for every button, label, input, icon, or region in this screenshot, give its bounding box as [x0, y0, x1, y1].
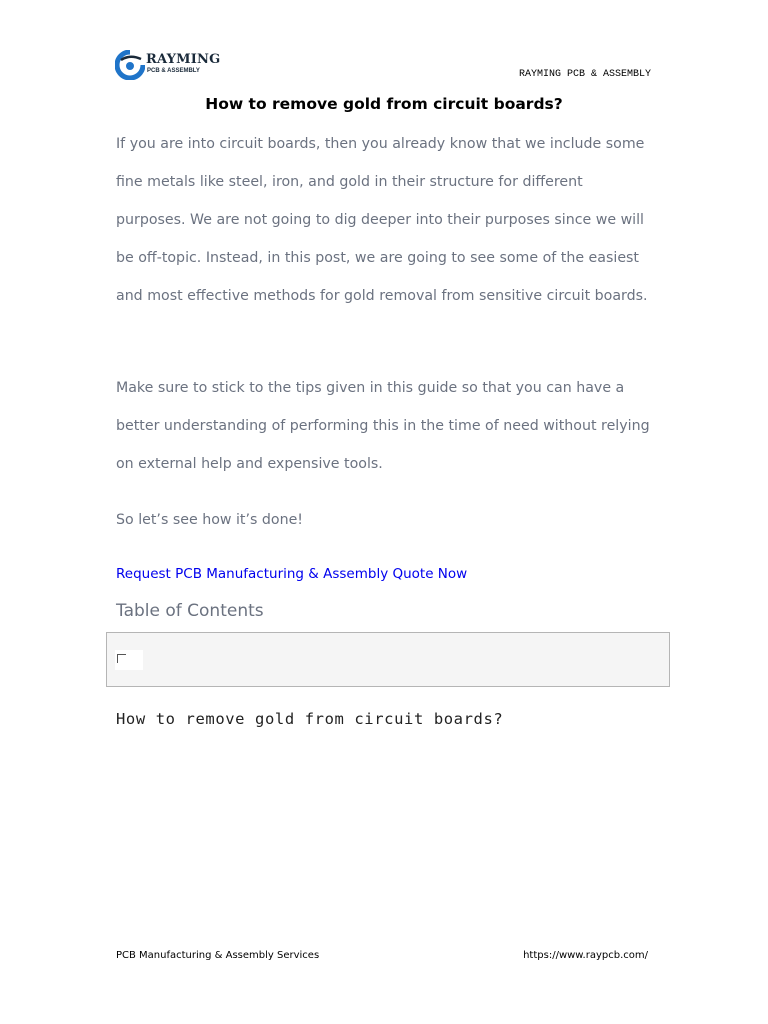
toc-toggle-icon — [117, 654, 126, 663]
footer-services: PCB Manufacturing & Assembly Services — [116, 950, 320, 961]
document-title: How to remove gold from circuit boards? — [205, 95, 563, 113]
logo-name: RAYMING — [146, 52, 221, 67]
footer-url-link[interactable]: https://www.raypcb.com/ — [523, 950, 648, 961]
request-quote-link[interactable]: Request PCB Manufacturing & Assembly Quote Now — [116, 566, 468, 582]
table-of-contents-box — [106, 632, 670, 687]
logo-tagline: PCB & ASSEMBLY — [147, 68, 200, 74]
tips-paragraph: Make sure to stick to the tips given in this guide so that you can have a better understanding of performing this in the time of need without relying on external help and expensive tools. — [116, 380, 650, 472]
rayming-logo-icon — [115, 50, 145, 80]
intro-paragraph: If you are into circuit boards, then you already know that we include some fine metals like steel, iron, and gold in their structure for different purposes. We are not going to dig deeper into their purposes since we will be off-topic. Instead, in this post, we are going to see some of the easiest and most effective methods for gold removal from sensitive circuit boards. — [116, 136, 648, 304]
toc-toggle-button[interactable] — [115, 650, 143, 670]
transition-paragraph: So let’s see how it’s done! — [116, 512, 303, 528]
toc-heading: Table of Contents — [116, 601, 264, 621]
header-company-name: RAYMING PCB & ASSEMBLY — [518, 69, 651, 80]
section-heading: How to remove gold from circuit boards? — [116, 710, 504, 728]
company-logo — [115, 50, 225, 80]
